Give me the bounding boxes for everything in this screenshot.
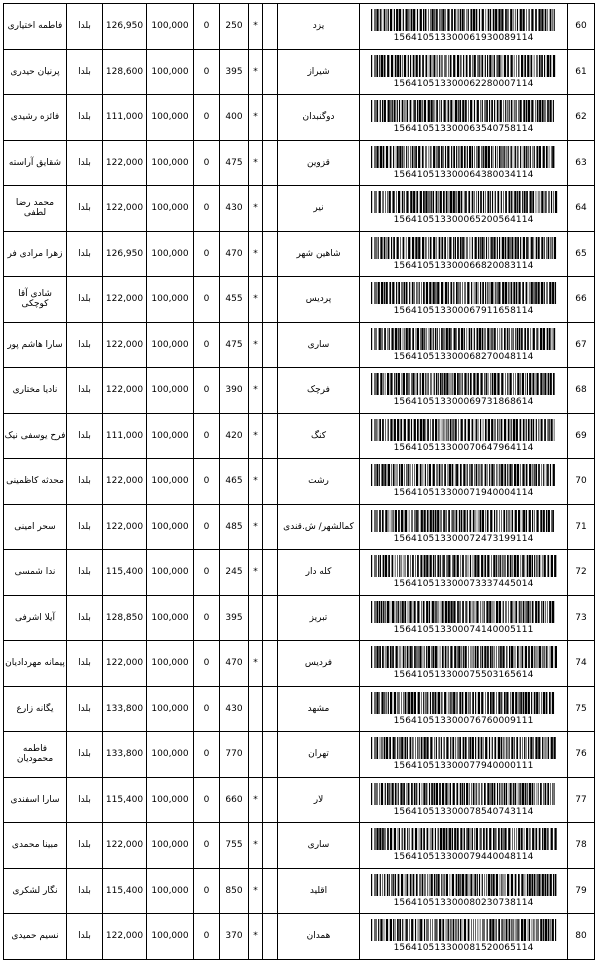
barcode-cell xyxy=(360,4,568,50)
barcode-number: 156410513300072473199114 xyxy=(393,533,534,544)
row-number-cell: 66 xyxy=(568,277,595,323)
barcode-number: 156410513300061930089114 xyxy=(393,33,534,44)
city-cell: پردیس xyxy=(278,277,360,323)
status-cell: بلدا xyxy=(67,868,103,914)
barcode-cell xyxy=(360,459,568,505)
empty-cell xyxy=(263,277,278,323)
city-cell: کنگ xyxy=(278,413,360,459)
weight-cell: 390 xyxy=(220,368,249,414)
recipient-name: سحر امینی xyxy=(4,504,67,550)
table-row xyxy=(4,4,595,50)
mark-cell: * xyxy=(249,277,263,323)
status-cell: بلدا xyxy=(67,49,103,95)
row-number-cell: 61 xyxy=(568,49,595,95)
weight-cell: 770 xyxy=(220,732,249,778)
barcode-cell xyxy=(360,868,568,914)
empty-cell xyxy=(263,413,278,459)
weight-cell: 850 xyxy=(220,868,249,914)
barcode-cell xyxy=(360,140,568,186)
row-number-cell: 65 xyxy=(568,231,595,277)
row-number-cell: 60 xyxy=(568,4,595,50)
barcode-number: 156410513300076760009111 xyxy=(393,715,534,726)
row-number-cell: 71 xyxy=(568,504,595,550)
table-row xyxy=(4,823,595,869)
shipment-table xyxy=(3,3,595,960)
table-row xyxy=(4,49,595,95)
barcode-cell xyxy=(360,277,568,323)
table-row xyxy=(4,140,595,186)
recipient-name: نگار لشکری xyxy=(4,868,67,914)
city-cell: همدان xyxy=(278,914,360,960)
mark-cell: * xyxy=(249,368,263,414)
mark-cell: * xyxy=(249,777,263,823)
recipient-name: مبینا محمدی xyxy=(4,823,67,869)
barcode-cell xyxy=(360,914,568,960)
recipient-name: سارا اسفندی xyxy=(4,777,67,823)
barcode-number: 156410513300064380034114 xyxy=(393,169,534,180)
discount-cell: 0 xyxy=(194,777,220,823)
table-row xyxy=(4,459,595,505)
base-price-cell: 100,000 xyxy=(147,459,194,505)
city-cell: اقلید xyxy=(278,868,360,914)
barcode-number: 156410513300067911658114 xyxy=(393,306,534,317)
empty-cell xyxy=(263,95,278,141)
city-cell: ساری xyxy=(278,322,360,368)
city-cell: شاهین شهر xyxy=(278,231,360,277)
row-number-cell: 75 xyxy=(568,686,595,732)
barcode-graphic xyxy=(369,328,559,350)
empty-cell xyxy=(263,49,278,95)
weight-cell: 470 xyxy=(220,231,249,277)
empty-cell xyxy=(263,595,278,641)
recipient-name: نادیا مختاری xyxy=(4,368,67,414)
empty-cell xyxy=(263,686,278,732)
barcode-graphic xyxy=(369,510,559,532)
row-number-cell: 64 xyxy=(568,186,595,232)
barcode-graphic xyxy=(369,737,559,759)
discount-cell: 0 xyxy=(194,186,220,232)
total-price-cell: 115,400 xyxy=(103,550,147,596)
barcode-number: 156410513300070647964114 xyxy=(393,442,534,453)
base-price-cell: 100,000 xyxy=(147,4,194,50)
city-cell: مشهد xyxy=(278,686,360,732)
row-number-cell: 80 xyxy=(568,914,595,960)
total-price-cell: 133,800 xyxy=(103,732,147,778)
mark-cell: * xyxy=(249,49,263,95)
row-number-cell: 69 xyxy=(568,413,595,459)
base-price-cell: 100,000 xyxy=(147,95,194,141)
base-price-cell: 100,000 xyxy=(147,550,194,596)
total-price-cell: 122,000 xyxy=(103,140,147,186)
weight-cell: 400 xyxy=(220,95,249,141)
barcode-cell xyxy=(360,777,568,823)
table-row xyxy=(4,595,595,641)
weight-cell: 465 xyxy=(220,459,249,505)
row-number-cell: 72 xyxy=(568,550,595,596)
barcode-number: 156410513300065200564114 xyxy=(393,215,534,226)
weight-cell: 475 xyxy=(220,322,249,368)
barcode-graphic xyxy=(369,874,559,896)
table-row xyxy=(4,868,595,914)
total-price-cell: 122,000 xyxy=(103,368,147,414)
recipient-name: محدثه کاظمینی xyxy=(4,459,67,505)
status-cell: بلدا xyxy=(67,95,103,141)
barcode-graphic xyxy=(369,419,559,441)
base-price-cell: 100,000 xyxy=(147,322,194,368)
weight-cell: 395 xyxy=(220,49,249,95)
total-price-cell: 122,000 xyxy=(103,459,147,505)
barcode-graphic xyxy=(369,282,559,304)
status-cell: بلدا xyxy=(67,459,103,505)
total-price-cell: 111,000 xyxy=(103,413,147,459)
barcode-number: 156410513300078540743114 xyxy=(393,806,534,817)
table-row xyxy=(4,322,595,368)
barcode-graphic xyxy=(369,146,559,168)
status-cell: بلدا xyxy=(67,732,103,778)
total-price-cell: 126,950 xyxy=(103,231,147,277)
barcode-number: 156410513300075503165614 xyxy=(393,670,534,681)
discount-cell: 0 xyxy=(194,595,220,641)
barcode-graphic xyxy=(369,464,559,486)
total-price-cell: 128,850 xyxy=(103,595,147,641)
total-price-cell: 115,400 xyxy=(103,868,147,914)
empty-cell xyxy=(263,459,278,505)
discount-cell: 0 xyxy=(194,140,220,186)
base-price-cell: 100,000 xyxy=(147,504,194,550)
base-price-cell: 100,000 xyxy=(147,641,194,687)
weight-cell: 470 xyxy=(220,641,249,687)
mark-cell: * xyxy=(249,413,263,459)
total-price-cell: 122,000 xyxy=(103,504,147,550)
table-row xyxy=(4,641,595,687)
status-cell: بلدا xyxy=(67,186,103,232)
empty-cell xyxy=(263,4,278,50)
discount-cell: 0 xyxy=(194,459,220,505)
barcode-cell xyxy=(360,368,568,414)
barcode-graphic xyxy=(369,555,559,577)
barcode-number: 156410513300079440048114 xyxy=(393,852,534,863)
mark-cell: * xyxy=(249,823,263,869)
barcode-number: 156410513300062280007114 xyxy=(393,78,534,89)
table-row xyxy=(4,777,595,823)
barcode-cell xyxy=(360,95,568,141)
total-price-cell: 111,000 xyxy=(103,95,147,141)
discount-cell: 0 xyxy=(194,322,220,368)
recipient-name: فرح یوسفی نیک xyxy=(4,413,67,459)
recipient-name: فاطمه اختیاری xyxy=(4,4,67,50)
barcode-graphic xyxy=(369,9,559,31)
city-cell: تبریز xyxy=(278,595,360,641)
city-cell: قزوین xyxy=(278,140,360,186)
barcode-cell xyxy=(360,595,568,641)
discount-cell: 0 xyxy=(194,732,220,778)
mark-cell: * xyxy=(249,322,263,368)
mark-cell: * xyxy=(249,459,263,505)
table-row xyxy=(4,914,595,960)
city-cell: دوگنبدان xyxy=(278,95,360,141)
city-cell: تهران xyxy=(278,732,360,778)
row-number-cell: 62 xyxy=(568,95,595,141)
barcode-cell xyxy=(360,49,568,95)
recipient-name: آیلا اشرفی xyxy=(4,595,67,641)
status-cell: بلدا xyxy=(67,686,103,732)
empty-cell xyxy=(263,231,278,277)
table-row xyxy=(4,368,595,414)
total-price-cell: 122,000 xyxy=(103,914,147,960)
city-cell: یزد xyxy=(278,4,360,50)
status-cell: بلدا xyxy=(67,823,103,869)
barcode-graphic xyxy=(369,191,559,213)
weight-cell: 485 xyxy=(220,504,249,550)
base-price-cell: 100,000 xyxy=(147,868,194,914)
barcode-cell xyxy=(360,732,568,778)
weight-cell: 660 xyxy=(220,777,249,823)
barcode-graphic xyxy=(369,828,559,850)
barcode-number: 156410513300073337445014 xyxy=(393,579,534,590)
status-cell: بلدا xyxy=(67,504,103,550)
mark-cell: * xyxy=(249,641,263,687)
discount-cell: 0 xyxy=(194,550,220,596)
base-price-cell: 100,000 xyxy=(147,686,194,732)
barcode-cell xyxy=(360,231,568,277)
table-row xyxy=(4,277,595,323)
empty-cell xyxy=(263,732,278,778)
city-cell: فرچک xyxy=(278,368,360,414)
barcode-number: 156410513300066820083114 xyxy=(393,260,534,271)
barcode-graphic xyxy=(369,692,559,714)
status-cell: بلدا xyxy=(67,550,103,596)
city-cell: لار xyxy=(278,777,360,823)
mark-cell: * xyxy=(249,231,263,277)
weight-cell: 420 xyxy=(220,413,249,459)
discount-cell: 0 xyxy=(194,368,220,414)
recipient-name: شقایق آراسته xyxy=(4,140,67,186)
empty-cell xyxy=(263,641,278,687)
discount-cell: 0 xyxy=(194,868,220,914)
mark-cell: * xyxy=(249,4,263,50)
barcode-graphic xyxy=(369,601,559,623)
total-price-cell: 133,800 xyxy=(103,686,147,732)
row-number-cell: 79 xyxy=(568,868,595,914)
city-cell: نیر xyxy=(278,186,360,232)
barcode-number: 156410513300063540758114 xyxy=(393,124,534,135)
row-number-cell: 73 xyxy=(568,595,595,641)
total-price-cell: 122,000 xyxy=(103,186,147,232)
empty-cell xyxy=(263,140,278,186)
empty-cell xyxy=(263,868,278,914)
table-row xyxy=(4,186,595,232)
table-row xyxy=(4,686,595,732)
city-cell: کله دار xyxy=(278,550,360,596)
table-row xyxy=(4,732,595,778)
weight-cell: 250 xyxy=(220,4,249,50)
barcode-graphic xyxy=(369,646,559,668)
mark-cell: * xyxy=(249,186,263,232)
empty-cell xyxy=(263,823,278,869)
base-price-cell: 100,000 xyxy=(147,368,194,414)
city-cell: شیراز xyxy=(278,49,360,95)
barcode-cell xyxy=(360,641,568,687)
empty-cell xyxy=(263,504,278,550)
mark-cell xyxy=(249,595,263,641)
status-cell: بلدا xyxy=(67,277,103,323)
discount-cell: 0 xyxy=(194,49,220,95)
barcode-number: 156410513300068270048114 xyxy=(393,351,534,362)
empty-cell xyxy=(263,777,278,823)
base-price-cell: 100,000 xyxy=(147,595,194,641)
total-price-cell: 128,600 xyxy=(103,49,147,95)
row-number-cell: 67 xyxy=(568,322,595,368)
base-price-cell: 100,000 xyxy=(147,732,194,778)
table-row xyxy=(4,95,595,141)
weight-cell: 370 xyxy=(220,914,249,960)
recipient-name: پیمانه مهردادیان xyxy=(4,641,67,687)
base-price-cell: 100,000 xyxy=(147,140,194,186)
barcode-cell xyxy=(360,504,568,550)
status-cell: بلدا xyxy=(67,777,103,823)
barcode-graphic xyxy=(369,919,559,941)
barcode-cell xyxy=(360,550,568,596)
table-row xyxy=(4,504,595,550)
barcode-number: 156410513300080230738114 xyxy=(393,897,534,908)
empty-cell xyxy=(263,186,278,232)
mark-cell xyxy=(249,686,263,732)
barcode-number: 156410513300074140005111 xyxy=(393,624,534,635)
status-cell: بلدا xyxy=(67,595,103,641)
recipient-name: شادی آقا کوچکی xyxy=(4,277,67,323)
table-row xyxy=(4,550,595,596)
total-price-cell: 126,950 xyxy=(103,4,147,50)
discount-cell: 0 xyxy=(194,413,220,459)
barcode-graphic xyxy=(369,100,559,122)
total-price-cell: 122,000 xyxy=(103,641,147,687)
barcode-cell xyxy=(360,413,568,459)
empty-cell xyxy=(263,550,278,596)
total-price-cell: 115,400 xyxy=(103,777,147,823)
row-number-cell: 70 xyxy=(568,459,595,505)
table-body xyxy=(4,4,595,960)
recipient-name: فاطمه محمودیان xyxy=(4,732,67,778)
recipient-name: پرنیان حیدری xyxy=(4,49,67,95)
mark-cell: * xyxy=(249,504,263,550)
weight-cell: 430 xyxy=(220,186,249,232)
status-cell: بلدا xyxy=(67,140,103,186)
row-number-cell: 76 xyxy=(568,732,595,778)
barcode-number: 156410513300069731868614 xyxy=(393,397,534,408)
status-cell: بلدا xyxy=(67,4,103,50)
discount-cell: 0 xyxy=(194,686,220,732)
base-price-cell: 100,000 xyxy=(147,413,194,459)
recipient-name: زهرا مرادی فر xyxy=(4,231,67,277)
empty-cell xyxy=(263,368,278,414)
row-number-cell: 78 xyxy=(568,823,595,869)
recipient-name: محمد رضا لطفی xyxy=(4,186,67,232)
base-price-cell: 100,000 xyxy=(147,231,194,277)
barcode-cell xyxy=(360,322,568,368)
weight-cell: 455 xyxy=(220,277,249,323)
recipient-name: ندا شمسی xyxy=(4,550,67,596)
barcode-graphic xyxy=(369,237,559,259)
discount-cell: 0 xyxy=(194,504,220,550)
row-number-cell: 68 xyxy=(568,368,595,414)
total-price-cell: 122,000 xyxy=(103,322,147,368)
barcode-graphic xyxy=(369,373,559,395)
empty-cell xyxy=(263,322,278,368)
status-cell: بلدا xyxy=(67,368,103,414)
barcode-graphic xyxy=(369,55,559,77)
total-price-cell: 122,000 xyxy=(103,823,147,869)
city-cell: فردیس xyxy=(278,641,360,687)
discount-cell: 0 xyxy=(194,95,220,141)
mark-cell: * xyxy=(249,550,263,596)
weight-cell: 755 xyxy=(220,823,249,869)
weight-cell: 475 xyxy=(220,140,249,186)
barcode-number: 156410513300071940004114 xyxy=(393,488,534,499)
status-cell: بلدا xyxy=(67,914,103,960)
city-cell: رشت xyxy=(278,459,360,505)
base-price-cell: 100,000 xyxy=(147,186,194,232)
discount-cell: 0 xyxy=(194,231,220,277)
base-price-cell: 100,000 xyxy=(147,914,194,960)
discount-cell: 0 xyxy=(194,4,220,50)
barcode-number: 156410513300081520065114 xyxy=(393,943,534,954)
mark-cell xyxy=(249,732,263,778)
base-price-cell: 100,000 xyxy=(147,823,194,869)
status-cell: بلدا xyxy=(67,231,103,277)
mark-cell: * xyxy=(249,140,263,186)
row-number-cell: 63 xyxy=(568,140,595,186)
weight-cell: 395 xyxy=(220,595,249,641)
recipient-name: نسیم حمیدی xyxy=(4,914,67,960)
discount-cell: 0 xyxy=(194,641,220,687)
status-cell: بلدا xyxy=(67,641,103,687)
recipient-name: یگانه زارع xyxy=(4,686,67,732)
base-price-cell: 100,000 xyxy=(147,777,194,823)
row-number-cell: 77 xyxy=(568,777,595,823)
barcode-graphic xyxy=(369,783,559,805)
status-cell: بلدا xyxy=(67,322,103,368)
weight-cell: 245 xyxy=(220,550,249,596)
barcode-cell xyxy=(360,186,568,232)
recipient-name: فائزه رشیدی xyxy=(4,95,67,141)
table-row xyxy=(4,413,595,459)
row-number-cell: 74 xyxy=(568,641,595,687)
base-price-cell: 100,000 xyxy=(147,49,194,95)
discount-cell: 0 xyxy=(194,823,220,869)
barcode-number: 156410513300077940000111 xyxy=(393,761,534,772)
city-cell: کمالشهر/ ش.قندی xyxy=(278,504,360,550)
mark-cell: * xyxy=(249,95,263,141)
barcode-cell xyxy=(360,686,568,732)
weight-cell: 430 xyxy=(220,686,249,732)
table-row xyxy=(4,231,595,277)
mark-cell: * xyxy=(249,914,263,960)
total-price-cell: 122,000 xyxy=(103,277,147,323)
status-cell: بلدا xyxy=(67,413,103,459)
city-cell: ساری xyxy=(278,823,360,869)
discount-cell: 0 xyxy=(194,277,220,323)
barcode-cell xyxy=(360,823,568,869)
discount-cell: 0 xyxy=(194,914,220,960)
recipient-name: سارا هاشم پور xyxy=(4,322,67,368)
base-price-cell: 100,000 xyxy=(147,277,194,323)
empty-cell xyxy=(263,914,278,960)
mark-cell: * xyxy=(249,868,263,914)
